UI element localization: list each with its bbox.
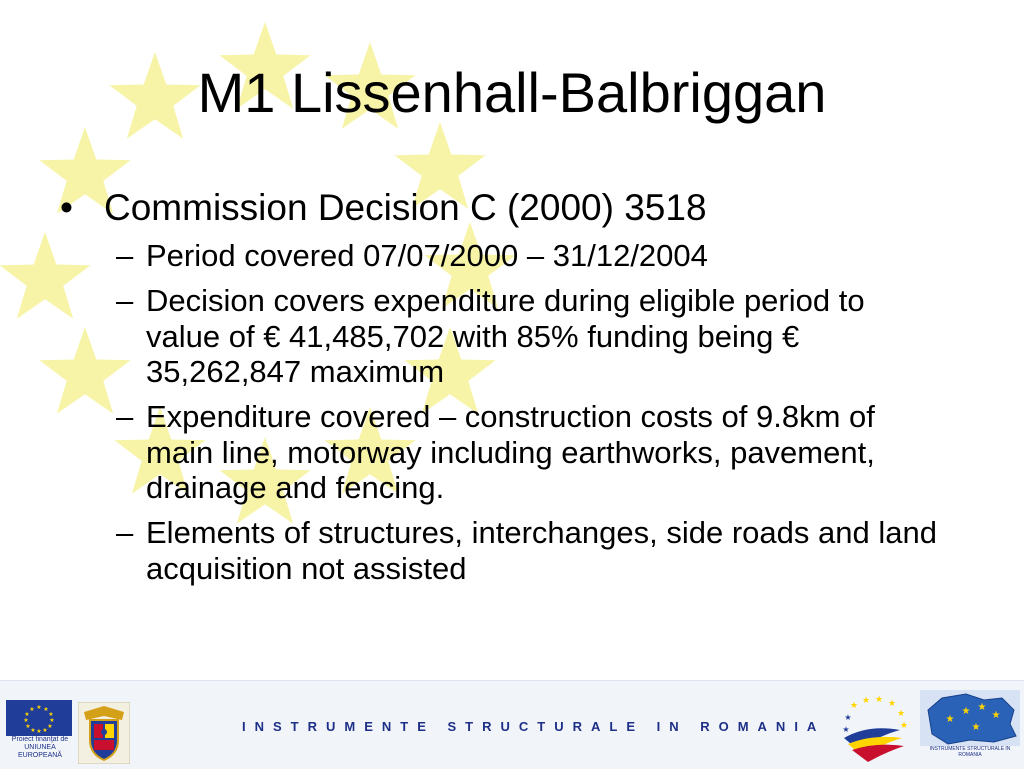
sub-bullet xyxy=(116,238,946,274)
svg-text:★: ★ xyxy=(42,727,48,734)
svg-text:★: ★ xyxy=(842,725,850,734)
sub-bullet-text: Expenditure covered – construction costs of 9.8km of main line, motorway including earthworks, pavement, drainage and fencing. xyxy=(146,398,875,506)
svg-text:★: ★ xyxy=(49,717,55,724)
sub-bullet xyxy=(116,514,946,586)
footer-text: INSTRUMENTE STRUCTURALE IN ROMANIA xyxy=(242,719,826,734)
sub-bullet xyxy=(116,398,946,506)
sub-bullet xyxy=(116,283,946,390)
stars-swirl-logo-icon xyxy=(838,694,912,764)
svg-text:★: ★ xyxy=(47,723,53,730)
bullet-marker: • xyxy=(60,187,73,228)
romania-coat-of-arms-icon xyxy=(78,702,130,764)
sub-bullet-marker: – xyxy=(116,238,134,274)
sub-bullet-marker: – xyxy=(116,398,134,434)
sub-bullet-text: Decision covers expenditure during eligible period to value of € 41,485,702 with 85% funding being € 35,262,847 maximum xyxy=(146,283,865,390)
svg-text:★: ★ xyxy=(991,710,1001,721)
svg-text:★: ★ xyxy=(899,721,909,731)
eu-flag-icon xyxy=(6,700,72,736)
sub-bullet-text: Elements of structures, interchanges, side roads and land acquisition not assisted xyxy=(146,514,937,586)
svg-text:★: ★ xyxy=(29,706,35,713)
slide-content xyxy=(60,186,980,595)
svg-text:★: ★ xyxy=(24,711,30,718)
slide-title: M1 Lissenhall-Balbriggan xyxy=(197,61,827,124)
svg-text:★: ★ xyxy=(961,706,971,717)
svg-text:★: ★ xyxy=(23,717,29,724)
svg-text:★: ★ xyxy=(977,702,987,713)
svg-text:★: ★ xyxy=(971,722,981,733)
main-bullet xyxy=(60,186,980,230)
sub-bullet-marker: – xyxy=(116,283,134,319)
svg-text:★: ★ xyxy=(849,701,859,711)
svg-text:★: ★ xyxy=(36,728,42,735)
svg-text:★: ★ xyxy=(30,727,36,734)
svg-text:★: ★ xyxy=(43,706,49,713)
svg-text:★: ★ xyxy=(844,713,852,722)
svg-text:★: ★ xyxy=(48,711,54,718)
main-bullet-text: Commission Decision C (2000) 3518 xyxy=(104,187,707,228)
sub-bullet-text: Period covered 07/07/2000 – 31/12/2004 xyxy=(146,238,708,274)
svg-text:★: ★ xyxy=(36,704,42,711)
svg-text:★: ★ xyxy=(896,709,906,719)
svg-text:★: ★ xyxy=(25,723,31,730)
svg-text:★: ★ xyxy=(887,699,897,709)
svg-text:★: ★ xyxy=(945,714,955,725)
sub-bullet-list xyxy=(60,238,980,586)
eu-logo-caption: Proiect finanţat de UNIUNEA EUROPEANĂ xyxy=(11,736,69,759)
svg-text:★: ★ xyxy=(874,695,884,705)
map-logo-caption: INSTRUMENTE STRUCTURALE IN ROMANIA xyxy=(929,746,1011,758)
sub-bullet-marker: – xyxy=(116,514,134,550)
romania-map-logo-icon xyxy=(920,690,1020,746)
svg-text:★: ★ xyxy=(861,696,871,706)
